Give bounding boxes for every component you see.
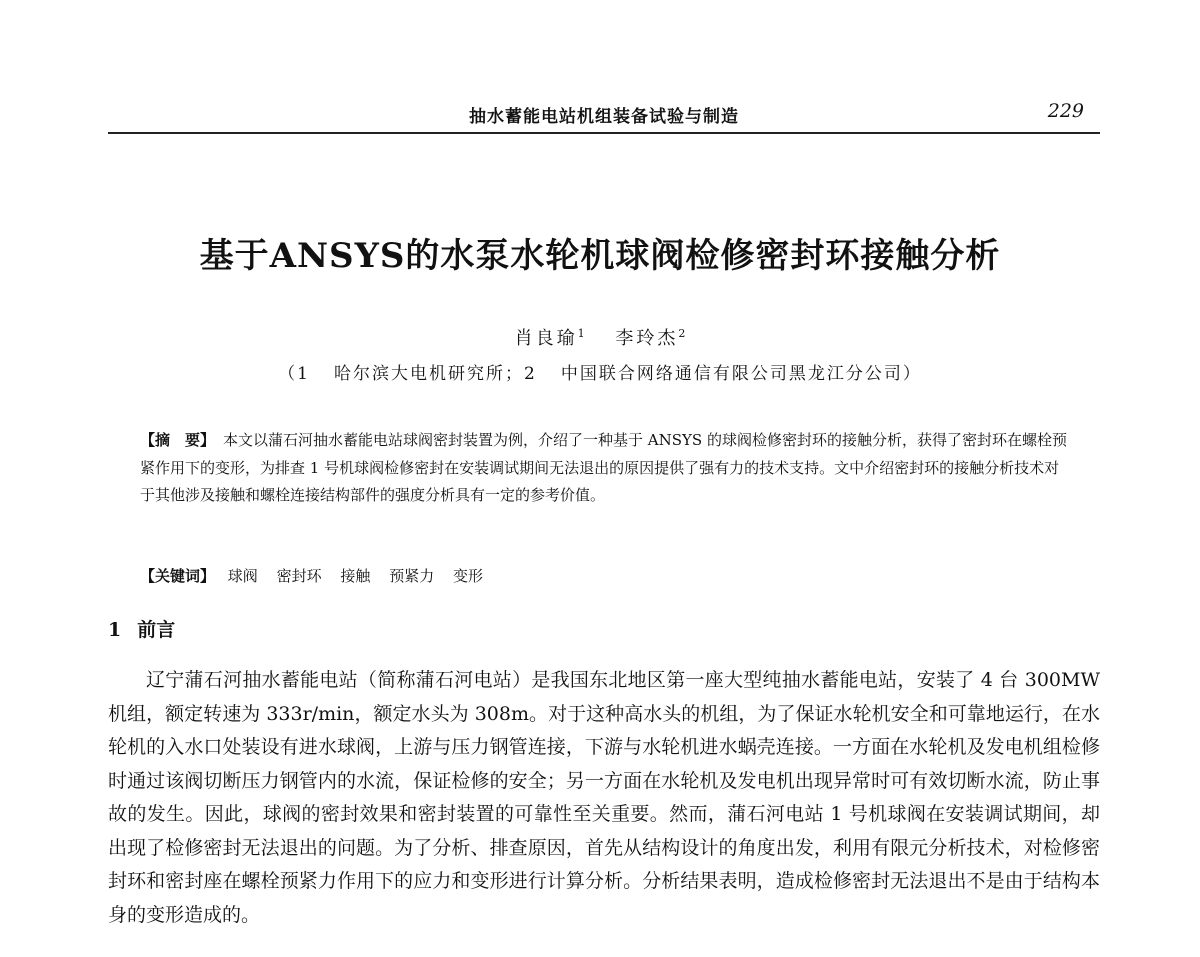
section-heading [108,615,175,642]
keyword: 变形 [452,567,483,585]
affiliation-mark: 1 [577,327,585,340]
keyword: 接触 [340,567,371,585]
keyword: 预紧力 [389,567,435,585]
abstract-label: 【摘 要】 [140,431,216,449]
keywords [140,563,1070,590]
author-list [0,324,1200,350]
page-number: 229 [1047,100,1084,122]
section-number: 1 [108,619,122,641]
running-title: 抽水蓄能电站机组装备试验与制造 [469,107,739,127]
section-title: 前言 [137,619,176,641]
abstract [140,427,1070,510]
author-name: 李玲杰 [615,328,679,349]
abstract-text: 本文以蒲石河抽水蓄能电站球阀密封装置为例，介绍了一种基于 ANSYS 的球阀检修密封环的接触分析，获得了密封环在螺栓预紧作用下的变形，为排查 1 号机球阀检修密封在安装调试期间无法退出的原因提供了强有力的技术支持。文中介绍密封环的接触分析技术对于其他涉及接触和螺栓连接结构部件的强度分析具有一定的参考价值。 [140,431,1067,504]
author-1 [515,328,585,349]
running-header [108,98,1100,134]
paper-title: 基于ANSYS的水泵水轮机球阀检修密封环接触分析 [199,236,1001,276]
affiliation-first: 哈尔滨大电机研究所；2 [334,364,537,384]
affiliation-second: 中国联合网络通信有限公司黑龙江分公司） [560,364,922,384]
affiliation-open: （1 [278,364,310,384]
author-2 [615,328,685,349]
keyword: 密封环 [276,567,322,585]
affiliations [0,359,1200,384]
keyword: 球阀 [227,567,258,585]
affiliation-mark: 2 [678,327,686,340]
keywords-label: 【关键词】 [140,567,216,585]
body-paragraph: 辽宁蒲石河抽水蓄能电站（简称蒲石河电站）是我国东北地区第一座大型纯抽水蓄能电站，安装了 4 台 300MW 机组，额定转速为 333r/min，额定水头为 308m。对于这种高水头的机组，为了保证水轮机安全和可靠地运行，在水轮机的入水口处装设有进水球阀，上游与压力钢管连接，下游与水轮机进水蜗壳连接。一方面在水轮机及发电机组检修时通过该阀切断压力钢管内的水流，保证检修的安全；另一方面在水轮机及发电机出现异常时可有效切断水流，防止事故的发生。因此，球阀的密封效果和密封装置的可靠性至关重要。然而，蒲石河电站 1 号机球阀在安装调试期间，却出现了检修密封无法退出的问题。为了分析、排查原因，首先从结构设计的角度出发，利用有限元分析技术，对检修密封环和密封座在螺栓预紧力作用下的应力和变形进行计算分析。分析结果表明，造成检修密封无法退出不是由于结构本身的变形造成的。 [108,669,1100,926]
author-name: 肖良瑜 [514,328,578,349]
